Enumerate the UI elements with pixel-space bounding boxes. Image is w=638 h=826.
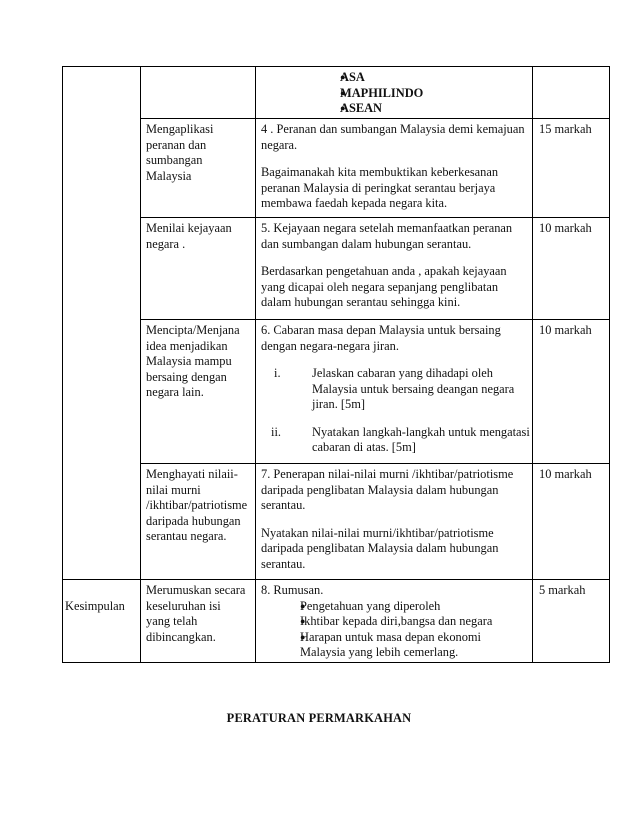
column-divider bbox=[140, 66, 141, 663]
question-text: 7. Penerapan nilai-nilai murni /ikhtibar/patriotisme bbox=[261, 467, 514, 481]
question-text: Malaysia untuk bersaing deangan negara bbox=[312, 381, 515, 396]
skill-text: negara . bbox=[146, 236, 186, 251]
question-text: negara. bbox=[261, 137, 298, 152]
skill-text: dibincangkan. bbox=[146, 629, 216, 644]
skill-text: negara lain. bbox=[146, 385, 204, 399]
question-cell bbox=[261, 221, 531, 311]
skill-text: peranan dan bbox=[146, 137, 207, 152]
column-divider bbox=[609, 66, 610, 663]
list-item-text: Harapan untuk masa depan ekonomi bbox=[300, 629, 481, 644]
question-text: serantau. bbox=[261, 498, 306, 512]
question-text: dengan negara-negara jiran. bbox=[261, 338, 399, 353]
question-text: 4 . Peranan dan sumbangan Malaysia demi kemajuan bbox=[261, 122, 525, 136]
question-text: yang dicapai oleh negara sepanjang penglibatan bbox=[261, 279, 499, 294]
section-text: Kesimpulan bbox=[65, 599, 125, 613]
marks-cell bbox=[539, 122, 609, 138]
question-text: 8. Rumusan. bbox=[261, 583, 324, 597]
skill-text: keseluruhan isi bbox=[146, 598, 221, 613]
marks-text: 5 markah bbox=[539, 583, 586, 597]
question-text: daripada penglibatan Malaysia dalam hubungan bbox=[261, 541, 499, 555]
row-divider bbox=[140, 319, 610, 320]
skill-cell bbox=[146, 221, 252, 252]
row-divider bbox=[140, 118, 610, 119]
sub-question bbox=[274, 366, 531, 413]
list-item bbox=[280, 630, 531, 661]
list-item bbox=[280, 614, 531, 630]
list-item-text: MAPHILINDO bbox=[340, 85, 424, 100]
skill-text: yang telah bbox=[146, 614, 198, 628]
skill-text: Merumuskan secara bbox=[146, 583, 246, 597]
marks-text: 10 markah bbox=[539, 221, 592, 235]
skill-cell bbox=[146, 323, 252, 401]
question-text: daripada penglibatan Malaysia dalam hubungan bbox=[261, 482, 499, 497]
skill-cell bbox=[146, 583, 254, 645]
sub-question bbox=[271, 425, 531, 456]
marks-cell bbox=[539, 221, 609, 237]
question-text: Jelaskan cabaran yang dihadapi oleh bbox=[312, 366, 493, 380]
skill-text: Mencipta/Menjana bbox=[146, 323, 240, 337]
row-divider bbox=[140, 463, 610, 464]
question-text: jiran. [5m] bbox=[312, 397, 365, 411]
skill-text: sumbangan bbox=[146, 153, 203, 167]
question-text: 6. Cabaran masa depan Malaysia untuk bersaing bbox=[261, 323, 501, 337]
question-text: membawa faedah kepada negara kita. bbox=[261, 196, 448, 210]
marks-cell bbox=[539, 467, 609, 483]
skill-text: Menilai kejayaan bbox=[146, 221, 232, 235]
skill-cell bbox=[146, 467, 254, 545]
list-item bbox=[308, 70, 528, 86]
marks-cell bbox=[539, 583, 609, 599]
row-divider bbox=[62, 66, 610, 67]
question-text: dan sumbangan dalam hubungan serantau. bbox=[261, 236, 472, 251]
row-divider bbox=[62, 662, 610, 663]
sub-question-number: i. bbox=[274, 366, 281, 380]
skill-text: nilai murni bbox=[146, 482, 201, 497]
skill-text: Mengaplikasi bbox=[146, 122, 214, 136]
question-text: dalam hubungan serantau sehingga kini. bbox=[261, 295, 461, 309]
summary-list bbox=[280, 599, 531, 661]
section-label bbox=[65, 599, 140, 615]
row-divider bbox=[62, 579, 610, 580]
column-divider bbox=[255, 66, 256, 663]
question-text: Berdasarkan pengetahuan anda , apakah kejayaan bbox=[261, 264, 507, 278]
list-item-text: Pengetahuan yang diperoleh bbox=[300, 598, 441, 613]
question-text: peranan Malaysia di peringkat serantau berjaya bbox=[261, 180, 496, 195]
marks-text: 10 markah bbox=[539, 467, 592, 481]
question-cell bbox=[261, 323, 531, 456]
page-title: PERATURAN PERMARKAHAN bbox=[226, 711, 412, 725]
list-item bbox=[308, 101, 528, 117]
question-text: Bagaimanakah kita membuktikan keberkesanan bbox=[261, 165, 499, 179]
list-item-text: Ikhtibar kepada diri,bangsa dan negara bbox=[300, 614, 493, 628]
question-cell bbox=[261, 122, 531, 212]
question-text: 5. Kejayaan negara setelah memanfaatkan peranan bbox=[261, 221, 513, 235]
column-divider bbox=[532, 66, 533, 663]
list-item-text: ASEAN bbox=[340, 101, 382, 115]
skill-text: daripada hubungan bbox=[146, 513, 241, 528]
marks-text: 15 markah bbox=[539, 122, 592, 136]
organisation-list bbox=[308, 70, 528, 117]
skill-text: Malaysia mampu bbox=[146, 354, 232, 368]
list-item-text: Malaysia yang lebih cemerlang. bbox=[300, 645, 459, 659]
question-cell bbox=[261, 583, 531, 661]
skill-text: serantau negara. bbox=[146, 529, 227, 543]
marks-text: 10 markah bbox=[539, 323, 592, 337]
list-item-text: ASA bbox=[340, 70, 365, 84]
skill-text: bersaing dengan bbox=[146, 369, 227, 384]
list-item bbox=[280, 599, 531, 615]
question-cell bbox=[261, 467, 531, 572]
question-text: Nyatakan nilai-nilai murni/ikhtibar/patriotisme bbox=[261, 525, 494, 540]
question-text: Nyatakan langkah-langkah untuk mengatasi bbox=[312, 424, 530, 439]
marking-table bbox=[62, 66, 610, 663]
skill-text: idea menjadikan bbox=[146, 338, 228, 353]
question-text: serantau. bbox=[261, 556, 306, 571]
skill-text: Malaysia bbox=[146, 168, 192, 183]
sub-question-number: ii. bbox=[271, 424, 281, 439]
skill-text: Menghayati nilaii- bbox=[146, 467, 238, 481]
skill-cell bbox=[146, 122, 252, 184]
row-divider bbox=[140, 217, 610, 218]
marks-cell bbox=[539, 323, 609, 339]
column-divider bbox=[62, 66, 63, 663]
list-item bbox=[308, 86, 528, 102]
skill-text: /ikhtibar/patriotisme bbox=[146, 498, 248, 512]
question-text: cabaran di atas. [5m] bbox=[312, 440, 416, 454]
